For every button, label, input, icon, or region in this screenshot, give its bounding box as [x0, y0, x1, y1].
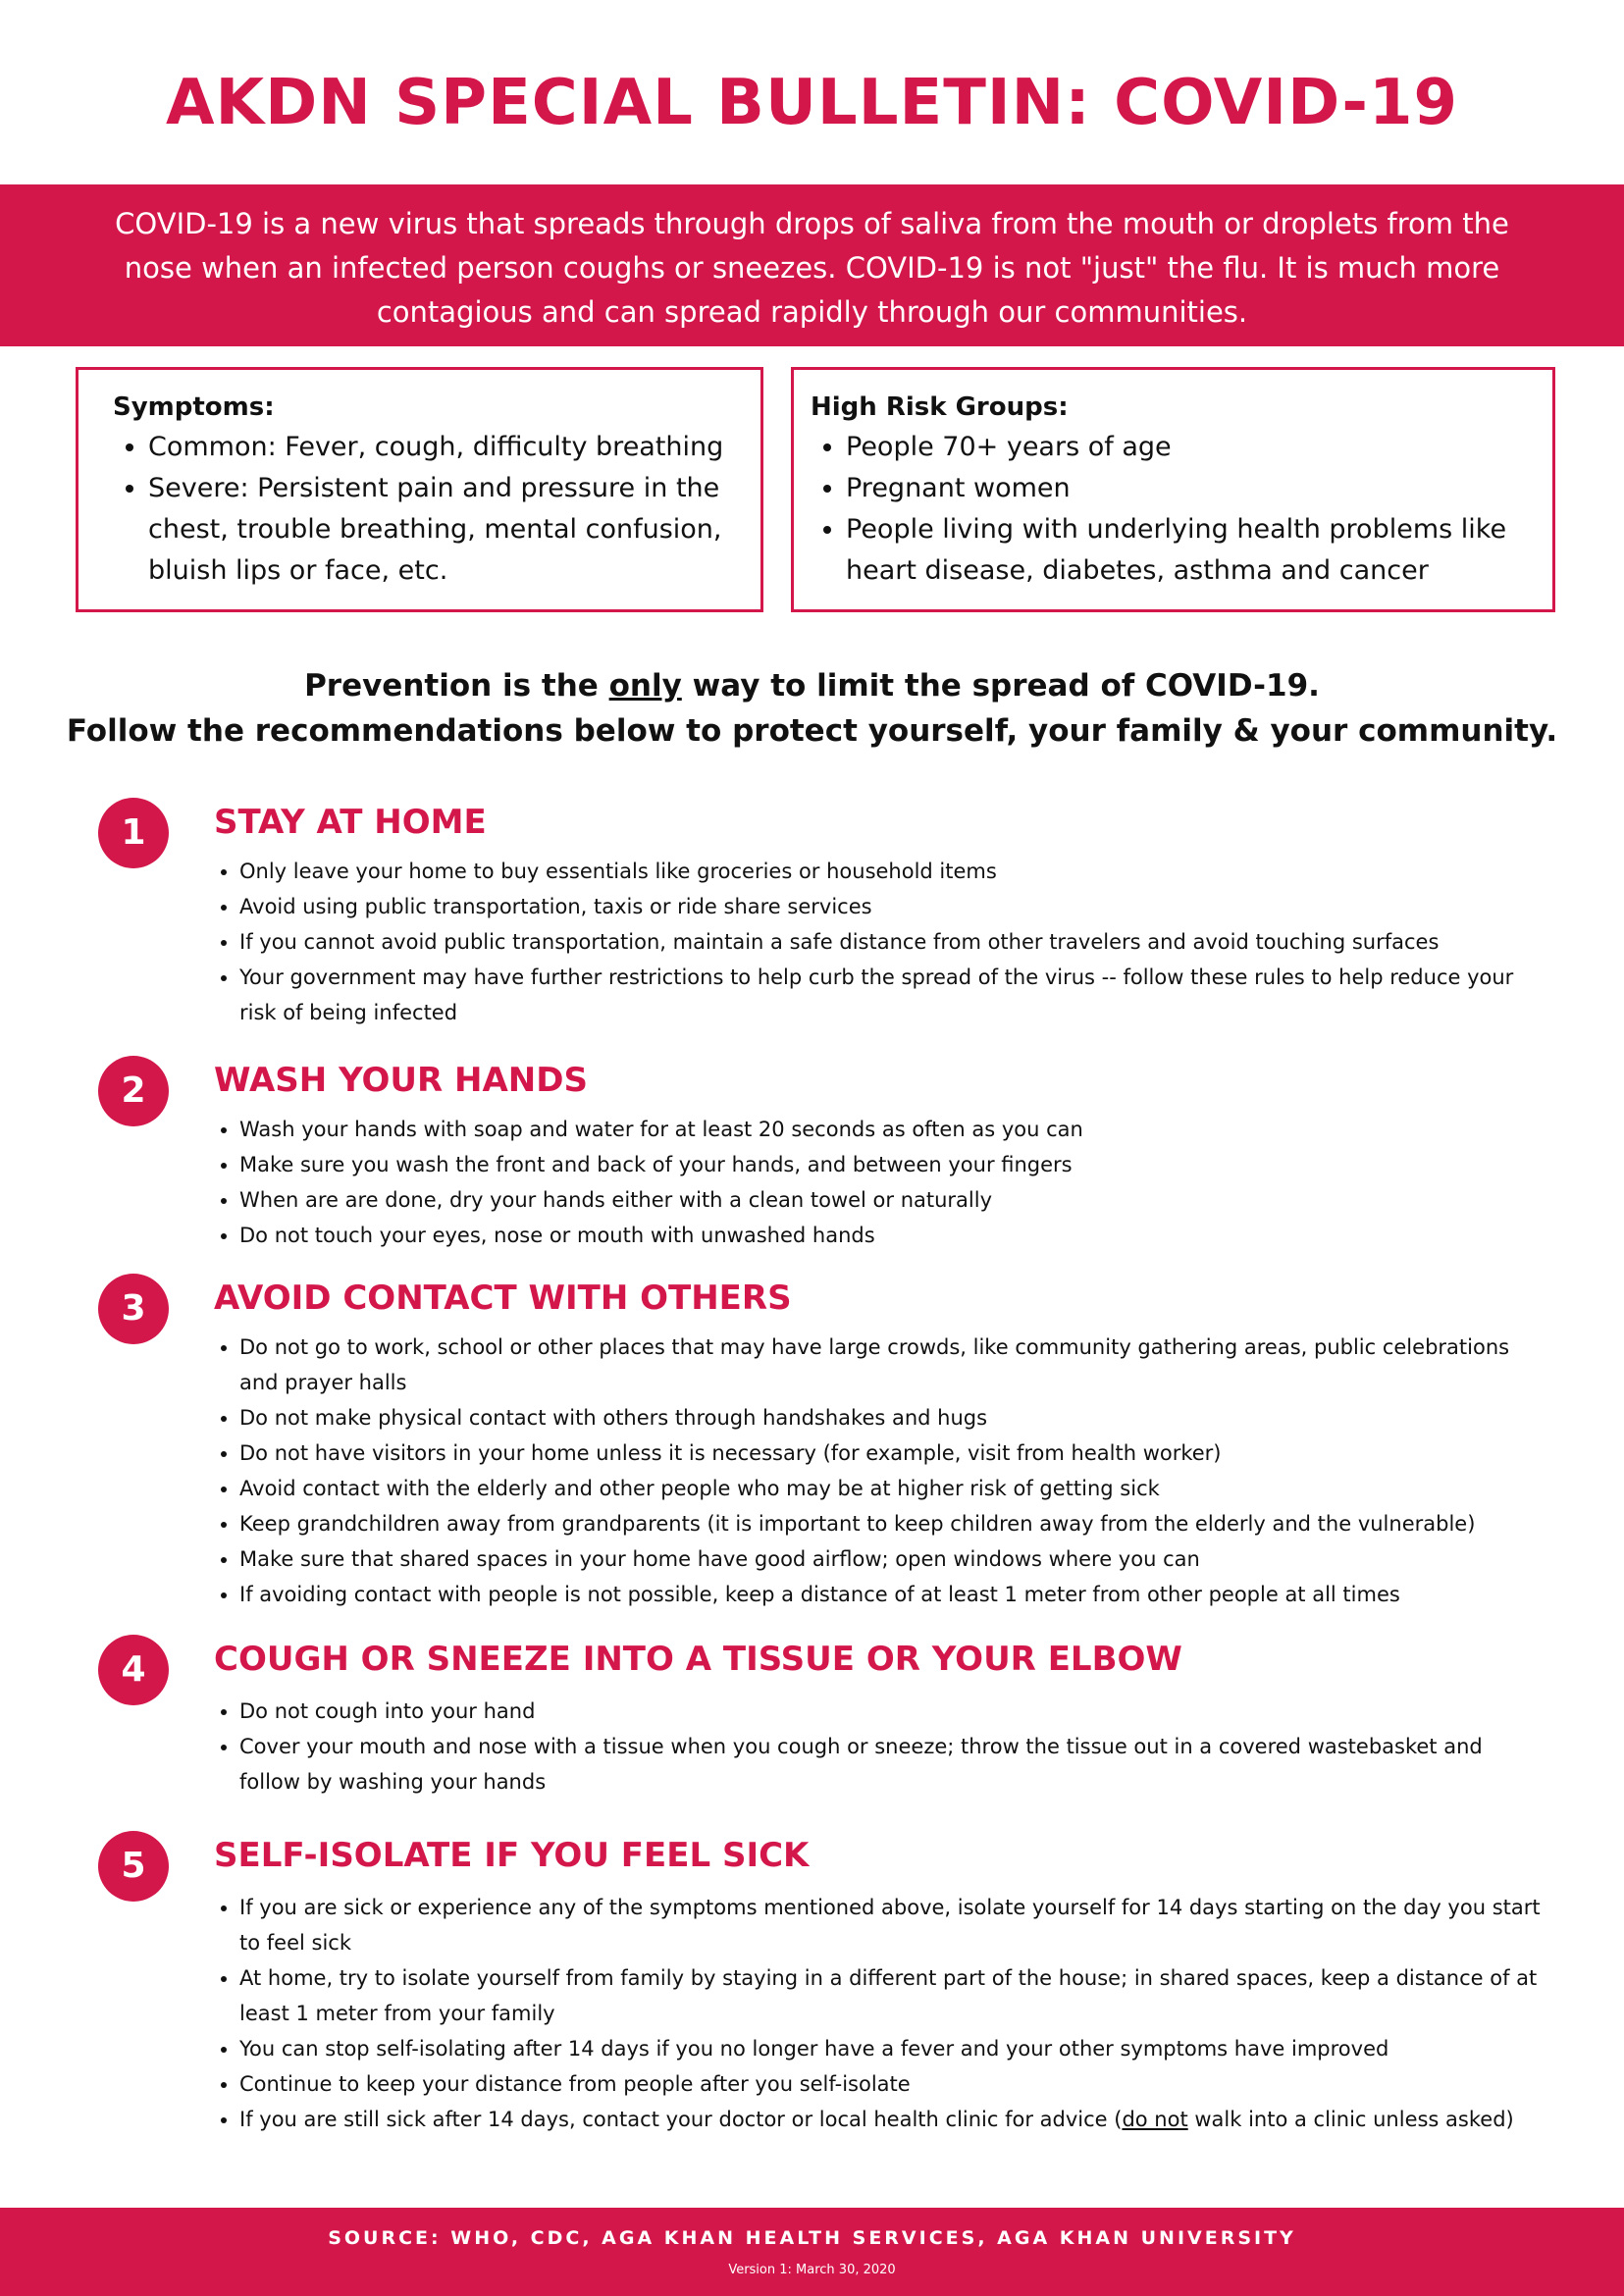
list-item-text: If you are still sick after 14 days, contact your doctor or local health clinic for advice (	[239, 2108, 1123, 2131]
prevention-line-2: Follow the recommendations below to protect yourself, your family & your community.	[66, 713, 1558, 749]
prevention-text: way to limit the spread of COVID-19.	[692, 668, 1320, 704]
section-title: COUGH OR SNEEZE INTO A TISSUE OR YOUR ELBOW	[214, 1640, 1182, 1679]
section-title: SELF-ISOLATE IF YOU FEEL SICK	[214, 1836, 810, 1875]
footer-version: Version 1: March 30, 2020	[728, 2263, 896, 2277]
list-item: • At home, try to isolate yourself from family by staying in a different part of the house; in shared spaces, keep a distance of at least 1 meter from your family	[239, 1960, 1545, 2031]
list-item: • Do not go to work, school or other places that may have large crowds, like community gathering areas, public celebrations and prayer halls	[239, 1330, 1545, 1400]
footer-band	[0, 2208, 1624, 2296]
list-item-text: walk into a clinic unless asked)	[1187, 2108, 1514, 2131]
prevention-text: Prevention is the	[304, 668, 599, 704]
list-item: • If avoiding contact with people is not possible, keep a distance of at least 1 meter from other people at all times	[239, 1577, 1545, 1612]
list-item-emphasis: do not	[1122, 2108, 1188, 2131]
list-item: • Wash your hands with soap and water for at least 20 seconds as often as you can	[239, 1112, 1545, 1147]
symptom-item: • Severe: Persistent pain and pressure in the chest, trouble breathing, mental confusion, bluish lips or face, etc.	[148, 468, 739, 592]
section-list	[214, 1330, 1545, 1612]
section-number-badge: 1	[98, 798, 169, 868]
list-item	[239, 2102, 1545, 2137]
section-number-badge: 3	[98, 1274, 169, 1344]
list-item: • When are are done, dry your hands either with a clean towel or naturally	[239, 1182, 1545, 1218]
high-risk-item: • People 70+ years of age	[846, 427, 1531, 468]
list-item: • Your government may have further restrictions to help curb the spread of the virus -- follow these rules to help reduce your risk of being infected	[239, 960, 1545, 1030]
high-risk-item: • People living with underlying health problems like heart disease, diabetes, asthma and cancer	[846, 509, 1531, 592]
list-item: • Avoid using public transportation, taxis or ride share services	[239, 889, 1545, 924]
section-number-badge: 2	[98, 1056, 169, 1126]
section-list	[214, 1112, 1545, 1253]
section-list	[214, 1694, 1545, 1800]
prevention-emphasis: only	[608, 668, 682, 704]
list-item: • Cover your mouth and nose with a tissue when you cough or sneeze; throw the tissue out in a covered wastebasket and follow by washing your hands	[239, 1729, 1545, 1800]
list-item: • Continue to keep your distance from people after you self-isolate	[239, 2066, 1545, 2102]
symptom-item: • Common: Fever, cough, difficulty breathing	[148, 427, 739, 468]
section-number-badge: 4	[98, 1635, 169, 1705]
symptoms-title: Symptoms:	[113, 392, 275, 422]
list-item: • You can stop self-isolating after 14 days if you no longer have a fever and your other symptoms have improved	[239, 2031, 1545, 2066]
list-item: • Do not touch your eyes, nose or mouth with unwashed hands	[239, 1218, 1545, 1253]
list-item: • Do not make physical contact with others through handshakes and hugs	[239, 1400, 1545, 1435]
high-risk-title: High Risk Groups:	[811, 392, 1069, 422]
prevention-statement	[0, 663, 1624, 754]
list-item: • If you cannot avoid public transportation, maintain a safe distance from other travelers and avoid touching surfaces	[239, 924, 1545, 960]
symptoms-box	[76, 367, 763, 612]
intro-banner: COVID-19 is a new virus that spreads through drops of saliva from the mouth or droplets from the nose when an infected person coughs or sneezes. COVID-19 is not "just" the flu. It is much more contagious and can spread rapidly through our communities.	[0, 184, 1624, 346]
list-item: • Do not cough into your hand	[239, 1694, 1545, 1729]
list-item: • Only leave your home to buy essentials like groceries or household items	[239, 854, 1545, 889]
bulletin-title: AKDN SPECIAL BULLETIN: COVID-19	[165, 67, 1459, 139]
high-risk-item: • Pregnant women	[846, 468, 1531, 509]
section-title: WASH YOUR HANDS	[214, 1061, 588, 1100]
list-item: • Keep grandchildren away from grandparents (it is important to keep children away from the elderly and the vulnerable)	[239, 1506, 1545, 1541]
section-list	[214, 854, 1545, 1030]
symptoms-list	[113, 427, 739, 592]
section-title: STAY AT HOME	[214, 803, 487, 842]
list-item: • Make sure that shared spaces in your home have good airflow; open windows where you can	[239, 1541, 1545, 1577]
list-item: • If you are sick or experience any of the symptoms mentioned above, isolate yourself for 14 days starting on the day you start to feel sick	[239, 1890, 1545, 1960]
prevention-line-1	[0, 663, 1624, 708]
list-item: • Make sure you wash the front and back of your hands, and between your fingers	[239, 1147, 1545, 1182]
section-list	[214, 1890, 1545, 2137]
high-risk-box	[791, 367, 1555, 612]
footer-source: SOURCE: WHO, CDC, AGA KHAN HEALTH SERVICES, AGA KHAN UNIVERSITY	[328, 2227, 1296, 2249]
list-item: • Avoid contact with the elderly and other people who may be at higher risk of getting sick	[239, 1471, 1545, 1506]
section-number-badge: 5	[98, 1831, 169, 1902]
high-risk-list	[811, 427, 1531, 592]
list-item: • Do not have visitors in your home unless it is necessary (for example, visit from health worker)	[239, 1435, 1545, 1471]
section-title: AVOID CONTACT WITH OTHERS	[214, 1278, 792, 1318]
